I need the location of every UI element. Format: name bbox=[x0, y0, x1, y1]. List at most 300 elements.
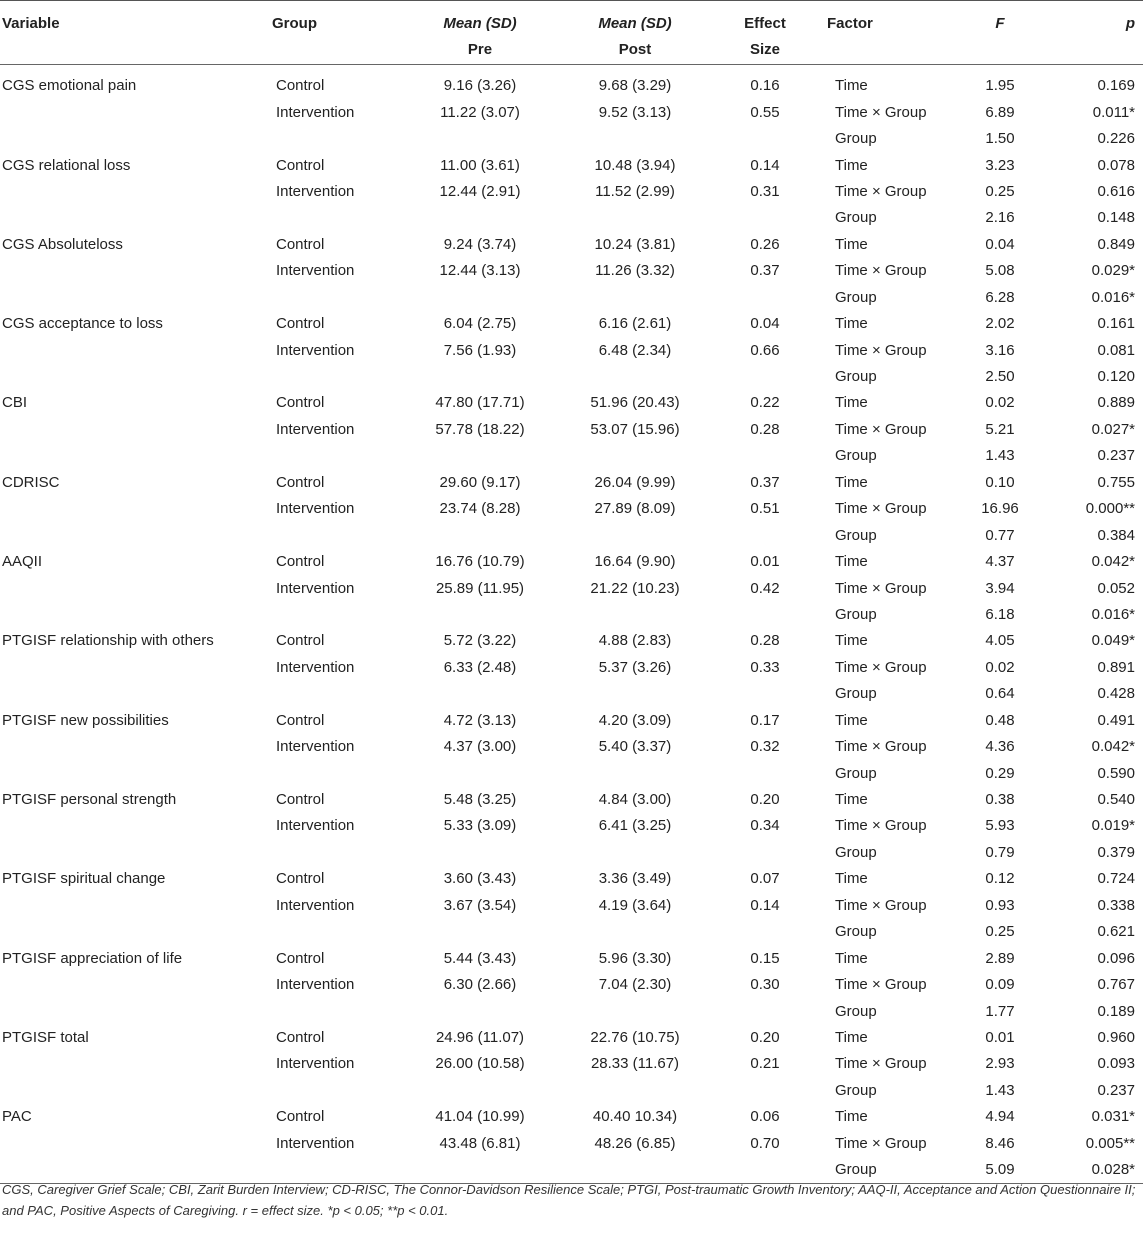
effect-size-cell: 0.15 bbox=[750, 949, 780, 967]
f-value-cell: 1.43 bbox=[985, 1081, 1015, 1099]
factor-cell: Time × Group bbox=[835, 817, 927, 835]
pre-cell: 3.67 (3.54) bbox=[443, 896, 517, 914]
group-cell bbox=[270, 285, 395, 311]
effect-size-cell: 0.17 bbox=[750, 711, 780, 729]
effect-size-cell bbox=[705, 760, 825, 786]
group-cell: Control bbox=[276, 870, 325, 888]
group-cell: Control bbox=[276, 553, 325, 571]
group-cell: Intervention bbox=[276, 817, 355, 835]
post-cell bbox=[565, 919, 705, 945]
pre-cell: 6.33 (2.48) bbox=[443, 658, 517, 676]
factor-cell: Group bbox=[835, 843, 877, 861]
table-row bbox=[0, 390, 1143, 416]
group-cell: Control bbox=[276, 1028, 325, 1046]
group-cell: Intervention bbox=[276, 658, 355, 676]
f-value-cell: 6.28 bbox=[985, 288, 1015, 306]
header-spacer-row bbox=[0, 65, 1143, 74]
f-value-cell: 0.48 bbox=[985, 711, 1015, 729]
p-value-cell: 0.016* bbox=[1091, 288, 1135, 306]
f-value-cell: 0.64 bbox=[985, 685, 1015, 703]
post-cell: 6.41 (3.25) bbox=[598, 817, 672, 835]
factor-cell: Time × Group bbox=[835, 500, 927, 518]
group-cell bbox=[270, 1078, 395, 1104]
factor-cell: Time bbox=[835, 553, 868, 571]
p-value-cell: 0.889 bbox=[1097, 394, 1135, 412]
variable-cell bbox=[0, 179, 270, 205]
table-row bbox=[0, 126, 1143, 152]
effect-size-cell: 0.06 bbox=[750, 1108, 780, 1126]
post-cell: 27.89 (8.09) bbox=[594, 500, 676, 518]
factor-cell: Time × Group bbox=[835, 1055, 927, 1073]
p-value-cell: 0.237 bbox=[1097, 1081, 1135, 1099]
header-pre-top: Mean (SD) bbox=[443, 15, 517, 32]
p-value-cell: 0.226 bbox=[1097, 130, 1135, 148]
group-cell bbox=[270, 998, 395, 1024]
variable-cell bbox=[0, 99, 270, 125]
effect-size-cell: 0.32 bbox=[750, 738, 780, 756]
pre-cell: 23.74 (8.28) bbox=[439, 500, 521, 518]
p-value-cell: 0.078 bbox=[1097, 156, 1135, 174]
table-row bbox=[0, 840, 1143, 866]
group-cell: Control bbox=[276, 632, 325, 650]
table-row bbox=[0, 496, 1143, 522]
group-cell: Intervention bbox=[276, 420, 355, 438]
p-value-cell: 0.491 bbox=[1097, 711, 1135, 729]
p-value-cell: 0.005** bbox=[1085, 1134, 1135, 1152]
table-row bbox=[0, 919, 1143, 945]
pre-cell: 57.78 (18.22) bbox=[435, 420, 525, 438]
variable-cell bbox=[0, 575, 270, 601]
factor-cell: Time bbox=[835, 473, 868, 491]
variable-cell: CGS emotional pain bbox=[2, 77, 137, 95]
variable-cell: PTGISF relationship with others bbox=[2, 632, 214, 650]
header-group: Group bbox=[270, 1, 395, 65]
f-value-cell: 4.36 bbox=[985, 738, 1015, 756]
post-cell: 11.26 (3.32) bbox=[595, 262, 675, 280]
post-cell: 3.36 (3.49) bbox=[598, 870, 672, 888]
p-value-cell: 0.019* bbox=[1091, 817, 1135, 835]
f-value-cell: 6.89 bbox=[985, 103, 1015, 121]
p-value-cell: 0.621 bbox=[1097, 923, 1135, 941]
f-value-cell: 2.50 bbox=[985, 368, 1015, 386]
table-row bbox=[0, 1025, 1143, 1051]
p-value-cell: 0.891 bbox=[1097, 658, 1135, 676]
group-cell: Intervention bbox=[276, 1134, 355, 1152]
variable-cell bbox=[0, 998, 270, 1024]
pre-cell: 11.22 (3.07) bbox=[440, 103, 520, 121]
post-cell bbox=[565, 443, 705, 469]
post-cell: 40.40 10.34) bbox=[592, 1108, 678, 1126]
post-cell: 16.64 (9.90) bbox=[594, 553, 676, 571]
pre-cell: 7.56 (1.93) bbox=[443, 341, 517, 359]
f-value-cell: 0.04 bbox=[985, 235, 1015, 253]
factor-cell: Group bbox=[835, 130, 877, 148]
pre-cell: 4.72 (3.13) bbox=[443, 711, 517, 729]
factor-cell: Time × Group bbox=[835, 103, 927, 121]
f-value-cell: 1.77 bbox=[985, 1002, 1015, 1020]
p-value-cell: 0.042* bbox=[1091, 553, 1135, 571]
group-cell: Intervention bbox=[276, 976, 355, 994]
f-value-cell: 0.79 bbox=[985, 843, 1015, 861]
group-cell: Control bbox=[276, 156, 325, 174]
factor-cell: Group bbox=[835, 605, 877, 623]
factor-cell: Time bbox=[835, 711, 868, 729]
f-value-cell: 3.94 bbox=[985, 579, 1015, 597]
table-row bbox=[0, 893, 1143, 919]
table-row bbox=[0, 549, 1143, 575]
effect-size-cell bbox=[705, 840, 825, 866]
factor-cell: Time bbox=[835, 77, 868, 95]
effect-size-cell: 0.20 bbox=[750, 791, 780, 809]
effect-size-cell: 0.55 bbox=[750, 103, 780, 121]
factor-cell: Group bbox=[835, 368, 877, 386]
group-cell: Intervention bbox=[276, 738, 355, 756]
header-pre bbox=[395, 1, 565, 65]
effect-size-cell bbox=[705, 1078, 825, 1104]
variable-cell bbox=[0, 496, 270, 522]
effect-size-cell: 0.34 bbox=[750, 817, 780, 835]
pre-cell: 16.76 (10.79) bbox=[435, 553, 525, 571]
p-value-cell: 0.755 bbox=[1097, 473, 1135, 491]
f-value-cell: 4.94 bbox=[985, 1108, 1015, 1126]
variable-cell bbox=[0, 655, 270, 681]
variable-cell: PTGISF personal strength bbox=[2, 791, 177, 809]
factor-cell: Time × Group bbox=[835, 658, 927, 676]
header-post-bottom: Post bbox=[618, 41, 652, 58]
effect-size-cell: 0.16 bbox=[750, 77, 780, 95]
variable-cell: AAQII bbox=[2, 553, 43, 571]
pre-cell: 47.80 (17.71) bbox=[435, 394, 525, 412]
table-row bbox=[0, 760, 1143, 786]
factor-cell: Time × Group bbox=[835, 579, 927, 597]
group-cell bbox=[270, 205, 395, 231]
group-cell: Intervention bbox=[276, 896, 355, 914]
pre-cell: 5.33 (3.09) bbox=[443, 817, 517, 835]
post-cell: 10.24 (3.81) bbox=[594, 235, 676, 253]
post-cell: 4.88 (2.83) bbox=[598, 632, 672, 650]
p-value-cell: 0.338 bbox=[1097, 896, 1135, 914]
post-cell: 9.52 (3.13) bbox=[598, 103, 672, 121]
group-cell: Control bbox=[276, 394, 325, 412]
pre-cell: 12.44 (2.91) bbox=[439, 182, 521, 200]
variable-cell bbox=[0, 893, 270, 919]
group-cell: Control bbox=[276, 77, 325, 95]
f-value-cell: 4.37 bbox=[985, 553, 1015, 571]
f-value-cell: 0.09 bbox=[985, 976, 1015, 994]
effect-size-cell: 0.31 bbox=[750, 182, 780, 200]
pre-cell: 3.60 (3.43) bbox=[443, 870, 517, 888]
factor-cell: Group bbox=[835, 1002, 877, 1020]
f-value-cell: 3.23 bbox=[985, 156, 1015, 174]
pre-cell bbox=[395, 364, 565, 390]
variable-cell: CGS Absoluteloss bbox=[2, 235, 123, 253]
f-value-cell: 0.25 bbox=[985, 182, 1015, 200]
table-row bbox=[0, 681, 1143, 707]
p-value-cell: 0.161 bbox=[1097, 315, 1135, 333]
pre-cell bbox=[395, 840, 565, 866]
factor-cell: Time × Group bbox=[835, 420, 927, 438]
f-value-cell: 16.96 bbox=[981, 500, 1019, 518]
table-row bbox=[0, 866, 1143, 892]
table-row bbox=[0, 1078, 1143, 1104]
header-p-label: p bbox=[1125, 15, 1135, 32]
pre-cell: 4.37 (3.00) bbox=[443, 738, 517, 756]
effect-size-cell: 0.20 bbox=[750, 1028, 780, 1046]
variable-cell bbox=[0, 734, 270, 760]
group-cell: Intervention bbox=[276, 579, 355, 597]
post-cell: 5.40 (3.37) bbox=[598, 738, 672, 756]
f-value-cell: 2.02 bbox=[985, 315, 1015, 333]
variable-cell bbox=[0, 1051, 270, 1077]
factor-cell: Time bbox=[835, 315, 868, 333]
table-row bbox=[0, 311, 1143, 337]
post-cell bbox=[565, 760, 705, 786]
table-row bbox=[0, 708, 1143, 734]
factor-cell: Time bbox=[835, 1028, 868, 1046]
table-row bbox=[0, 364, 1143, 390]
factor-cell: Time × Group bbox=[835, 896, 927, 914]
header-post bbox=[565, 1, 705, 65]
variable-cell bbox=[0, 337, 270, 363]
f-value-cell: 1.95 bbox=[985, 77, 1015, 95]
f-value-cell: 0.93 bbox=[985, 896, 1015, 914]
p-value-cell: 0.540 bbox=[1097, 791, 1135, 809]
group-cell: Control bbox=[276, 473, 325, 491]
table-row bbox=[0, 73, 1143, 99]
pre-cell: 6.30 (2.66) bbox=[443, 976, 517, 994]
group-cell: Intervention bbox=[276, 182, 355, 200]
header-effect-top: Effect bbox=[744, 15, 786, 32]
effect-size-cell: 0.22 bbox=[750, 394, 780, 412]
table-footnote: CGS, Caregiver Grief Scale; CBI, Zarit Burden Interview; CD-RISC, The Connor-Davidson Resilience Scale; PTGI, Post-traumatic Growth Inventory; AAQ-II, Acceptance and Action Questionnaire II; and PAC, Positive Aspects of Caregiving. r = effect size. *p < 0.05; **p < 0.01. bbox=[2, 1182, 1136, 1218]
post-cell: 4.84 (3.00) bbox=[598, 791, 672, 809]
factor-cell: Group bbox=[835, 685, 877, 703]
factor-cell: Time bbox=[835, 394, 868, 412]
pre-cell: 24.96 (11.07) bbox=[435, 1028, 525, 1046]
effect-size-cell bbox=[705, 126, 825, 152]
factor-cell: Group bbox=[825, 1157, 955, 1184]
table-row bbox=[0, 998, 1143, 1024]
f-value-cell: 0.02 bbox=[985, 658, 1015, 676]
group-cell: Control bbox=[276, 711, 325, 729]
factor-cell: Time × Group bbox=[835, 341, 927, 359]
pre-cell: 25.89 (11.95) bbox=[435, 579, 525, 597]
variable-cell: CDRISC bbox=[2, 473, 60, 491]
variable-cell bbox=[0, 813, 270, 839]
table-row bbox=[0, 575, 1143, 601]
factor-cell: Time × Group bbox=[835, 262, 927, 280]
pre-cell: 9.16 (3.26) bbox=[443, 77, 517, 95]
group-cell bbox=[270, 919, 395, 945]
post-cell: 51.96 (20.43) bbox=[590, 394, 680, 412]
pre-cell: 12.44 (3.13) bbox=[439, 262, 521, 280]
factor-cell: Time bbox=[835, 949, 868, 967]
p-value-cell: 0.849 bbox=[1097, 235, 1135, 253]
f-value-cell: 0.25 bbox=[985, 923, 1015, 941]
p-value-cell: 0.237 bbox=[1097, 447, 1135, 465]
variable-cell bbox=[0, 1131, 270, 1157]
factor-cell: Time bbox=[835, 632, 868, 650]
group-cell: Intervention bbox=[276, 103, 355, 121]
pre-cell: 11.00 (3.61) bbox=[440, 156, 520, 174]
p-value-cell: 0.616 bbox=[1097, 182, 1135, 200]
pre-cell bbox=[395, 681, 565, 707]
effect-size-cell: 0.26 bbox=[750, 235, 780, 253]
effect-size-cell: 0.28 bbox=[750, 420, 780, 438]
post-cell: 10.48 (3.94) bbox=[594, 156, 676, 174]
p-value-cell: 0.379 bbox=[1097, 843, 1135, 861]
p-value-cell: 0.428 bbox=[1097, 685, 1135, 703]
header-f-label: F bbox=[995, 15, 1005, 32]
variable-cell bbox=[0, 681, 270, 707]
pre-cell: 5.72 (3.22) bbox=[443, 632, 517, 650]
group-cell: Intervention bbox=[276, 341, 355, 359]
variable-cell bbox=[0, 126, 270, 152]
spacer-cell bbox=[0, 65, 1143, 74]
p-value-cell: 0.031* bbox=[1091, 1108, 1135, 1126]
pre-cell: 41.04 (10.99) bbox=[435, 1108, 525, 1126]
pre-cell bbox=[395, 285, 565, 311]
table-row bbox=[0, 417, 1143, 443]
variable-cell: PTGISF appreciation of life bbox=[2, 949, 183, 967]
table-row bbox=[0, 1051, 1143, 1077]
pre-cell bbox=[395, 919, 565, 945]
table-row bbox=[0, 522, 1143, 548]
variable-cell: CGS acceptance to loss bbox=[2, 315, 163, 333]
table-row bbox=[0, 337, 1143, 363]
factor-cell: Group bbox=[835, 447, 877, 465]
group-cell: Intervention bbox=[276, 1055, 355, 1073]
effect-size-cell: 0.21 bbox=[750, 1055, 780, 1073]
p-value-cell: 0.011* bbox=[1092, 103, 1135, 121]
f-value-cell: 5.09 bbox=[955, 1157, 1045, 1184]
p-value-cell: 0.767 bbox=[1097, 976, 1135, 994]
pre-cell bbox=[395, 998, 565, 1024]
group-cell bbox=[270, 760, 395, 786]
f-value-cell: 1.43 bbox=[985, 447, 1015, 465]
post-cell bbox=[565, 364, 705, 390]
pre-cell: 9.24 (3.74) bbox=[443, 235, 517, 253]
header-pre-bottom: Pre bbox=[467, 41, 493, 58]
effect-size-cell: 0.30 bbox=[750, 976, 780, 994]
f-value-cell: 5.93 bbox=[985, 817, 1015, 835]
f-value-cell: 0.02 bbox=[985, 394, 1015, 412]
p-value-cell: 0.049* bbox=[1091, 632, 1135, 650]
group-cell bbox=[270, 443, 395, 469]
factor-cell: Group bbox=[835, 764, 877, 782]
f-value-cell: 6.18 bbox=[985, 605, 1015, 623]
header-f bbox=[955, 1, 1045, 65]
variable-cell: CGS relational loss bbox=[2, 156, 131, 174]
variable-cell: PAC bbox=[2, 1108, 32, 1126]
pre-cell bbox=[395, 1078, 565, 1104]
p-value-cell: 0.590 bbox=[1097, 764, 1135, 782]
group-cell bbox=[270, 522, 395, 548]
factor-cell: Group bbox=[835, 526, 877, 544]
factor-cell: Time bbox=[835, 870, 868, 888]
variable-cell bbox=[0, 972, 270, 998]
p-value-cell: 0.724 bbox=[1097, 870, 1135, 888]
post-cell: 4.19 (3.64) bbox=[598, 896, 672, 914]
effect-size-cell: 0.66 bbox=[750, 341, 780, 359]
effect-size-cell: 0.14 bbox=[750, 156, 780, 174]
variable-cell bbox=[0, 760, 270, 786]
group-cell: Control bbox=[276, 235, 325, 253]
factor-cell: Time × Group bbox=[835, 1134, 927, 1152]
p-value-cell: 0.120 bbox=[1097, 368, 1135, 386]
factor-cell: Time bbox=[835, 235, 868, 253]
effect-size-cell: 0.37 bbox=[750, 262, 780, 280]
group-cell: Control bbox=[276, 1108, 325, 1126]
f-value-cell: 8.46 bbox=[985, 1134, 1015, 1152]
table-row bbox=[0, 602, 1143, 628]
variable-cell bbox=[0, 417, 270, 443]
f-value-cell: 0.38 bbox=[985, 791, 1015, 809]
f-value-cell: 0.01 bbox=[985, 1028, 1015, 1046]
factor-cell: Time bbox=[835, 791, 868, 809]
table-row bbox=[0, 443, 1143, 469]
group-cell: Intervention bbox=[276, 262, 355, 280]
factor-cell: Time × Group bbox=[835, 738, 927, 756]
pre-cell bbox=[395, 760, 565, 786]
factor-cell: Group bbox=[835, 209, 877, 227]
variable-cell bbox=[0, 1078, 270, 1104]
variable-cell: PTGISF new possibilities bbox=[2, 711, 169, 729]
post-cell: 7.04 (2.30) bbox=[598, 976, 672, 994]
effect-size-cell: 0.51 bbox=[750, 500, 780, 518]
post-cell: 28.33 (11.67) bbox=[590, 1055, 680, 1073]
group-cell: Control bbox=[276, 315, 325, 333]
effect-size-cell bbox=[705, 602, 825, 628]
pre-cell: 5.44 (3.43) bbox=[443, 949, 517, 967]
effect-size-cell bbox=[705, 681, 825, 707]
p-value-cell: 0.384 bbox=[1097, 526, 1135, 544]
effect-size-cell: 0.42 bbox=[750, 579, 780, 597]
effect-size-cell: 0.07 bbox=[750, 870, 780, 888]
table-row bbox=[0, 205, 1143, 231]
group-cell bbox=[270, 364, 395, 390]
pre-cell: 29.60 (9.17) bbox=[439, 473, 521, 491]
variable-cell bbox=[0, 522, 270, 548]
p-value-cell: 0.028* bbox=[1045, 1157, 1143, 1184]
effect-size-cell: 0.33 bbox=[750, 658, 780, 676]
table-row bbox=[0, 285, 1143, 311]
post-cell: 5.96 (3.30) bbox=[598, 949, 672, 967]
group-cell bbox=[270, 602, 395, 628]
f-value-cell: 0.77 bbox=[985, 526, 1015, 544]
variable-cell bbox=[0, 919, 270, 945]
pre-cell: 5.48 (3.25) bbox=[443, 791, 517, 809]
effect-size-cell: 0.70 bbox=[750, 1134, 780, 1152]
post-cell: 53.07 (15.96) bbox=[590, 420, 680, 438]
pre-cell bbox=[395, 522, 565, 548]
variable-cell: PTGISF total bbox=[2, 1028, 89, 1046]
post-cell bbox=[565, 285, 705, 311]
effect-size-cell bbox=[705, 998, 825, 1024]
pre-cell bbox=[395, 205, 565, 231]
table-row bbox=[0, 179, 1143, 205]
post-cell bbox=[565, 1078, 705, 1104]
variable-cell bbox=[0, 602, 270, 628]
post-cell bbox=[565, 998, 705, 1024]
p-value-cell: 0.960 bbox=[1097, 1028, 1135, 1046]
factor-cell: Group bbox=[835, 1081, 877, 1099]
group-cell bbox=[270, 681, 395, 707]
pre-cell bbox=[395, 443, 565, 469]
table-header bbox=[0, 1, 1143, 65]
f-value-cell: 2.16 bbox=[985, 209, 1015, 227]
factor-cell: Time × Group bbox=[835, 976, 927, 994]
